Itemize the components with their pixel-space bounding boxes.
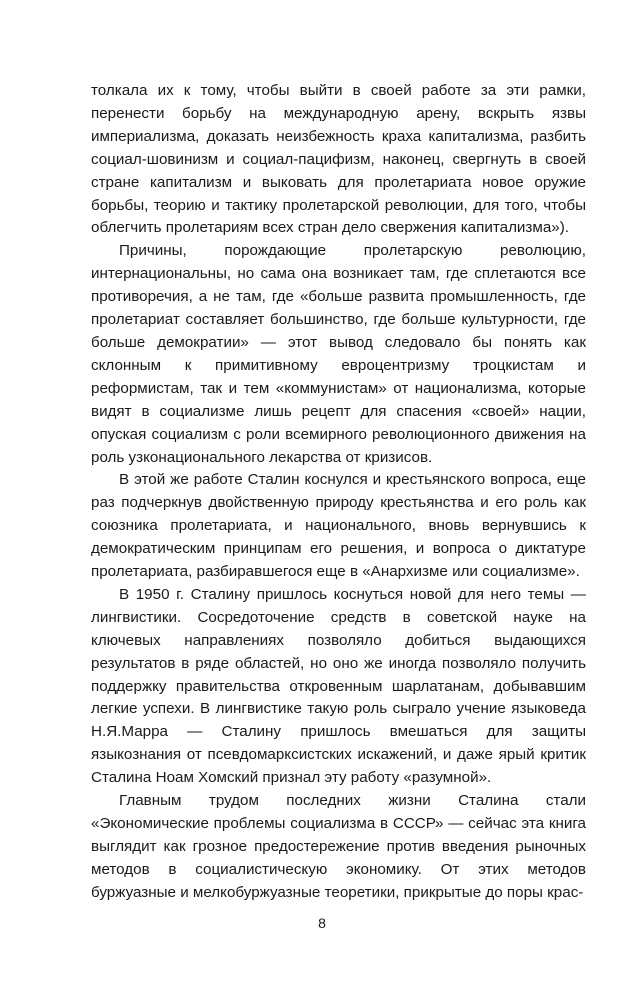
paragraph-5: Главным трудом последних жизни Сталина стали «Экономические проблемы социализма в СССР» — сейчас эта книга выглядит как грозное предостережение против введения рыночных методов в социалистическую экономику. От этих методов буржуазные и мелкобуржуазные теоретики, прикрытые до поры крас- bbox=[91, 792, 586, 901]
paragraph-3: В этой же работе Сталин коснулся и крестьянского вопроса, еще раз подчеркнув двойственную природу крестьянства и его роль как союзника пролетариата, и национального, вновь вернувшись к демократическим принципам его решения, и вопроса о диктатуре пролетариата, разбиравшегося еще в «Анархизме или социализме». bbox=[91, 471, 586, 581]
page-number: 8 bbox=[318, 915, 326, 931]
paragraph-1: толкала их к тому, чтобы выйти в своей работе за эти рамки, перенести борьбу на международную арену, вскрыть язвы империализма, доказать неизбежность краха капитализма, разбить социал-шовинизм и социал-пацифизм, наконец, свергнуть в своей стране капитализм и выковать для пролетариата новое оружие борьбы, теорию и тактику пролетарской революции, для того, чтобы облегчить пролетариям всех стран дело свержения капитализма»). bbox=[91, 82, 586, 237]
paragraph-2: Причины, порождающие пролетарскую революцию, интернациональны, но сама она возникает там, где сплетаются все противоречия, а не там, где «больше развита промышленность, где пролетариат составляет большинство, где больше культурности, где больше демократии» — этот вывод следовало бы понять как склонным к примитивному евроцентризму троцкистам и реформистам, так и тем «коммунистам» от национализма, которые видят в социализме лишь рецепт для спасения «своей» нации, опуская социализм с роли всемирного революционного движения на роль узконационального лекарства от кризисов. bbox=[91, 242, 586, 466]
paragraph-4: В 1950 г. Сталину пришлось коснуться новой для него темы — лингвистики. Сосредоточение средств в советской науке на ключевых направлениях позволяло добиться выдающихся результатов в ряде областей, но оно же иногда позволяло получить поддержку правительства откровенным шарлатанам, добывавшим легкие успехи. В лингвистике такую роль сыграло учение языковеда Н.Я.Марра — Сталину пришлось вмешаться для защиты языкознания от псевдомарксистских искажений, и даже ярый критик Сталина Ноам Хомский признал эту работу «разумной». bbox=[91, 585, 586, 787]
page-body bbox=[91, 80, 586, 905]
